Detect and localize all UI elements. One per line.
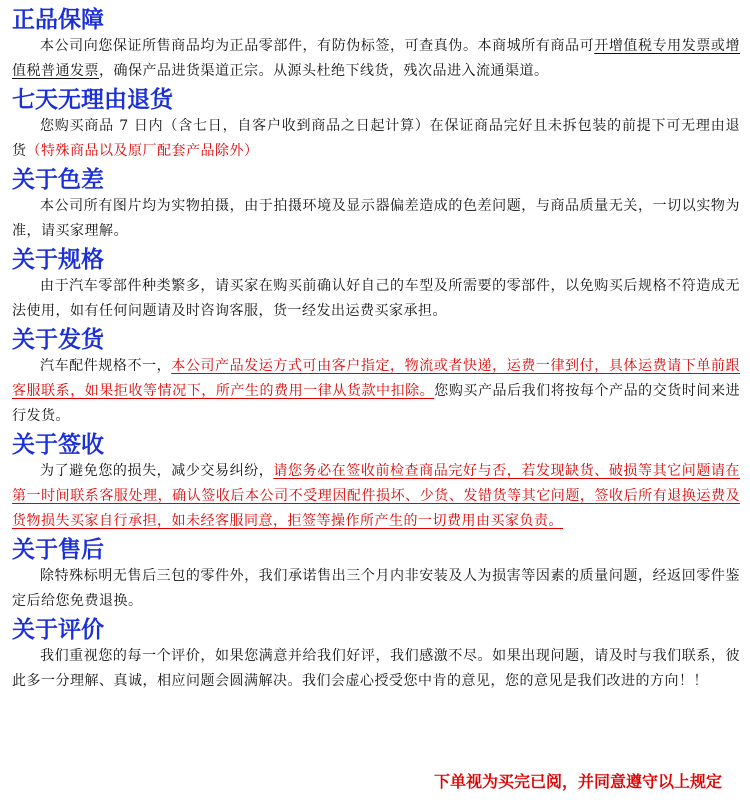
paragraph-text: 本公司所有图片均为实物拍摄，由于拍摄环境及显示器偏差造成的色差问题，与商品质量无关，一切以实物为准，请买家理解。 [12,198,740,239]
section-paragraph [12,459,740,534]
paragraph-text: 您购买产品后我们将按每个产品的交货时间来进行发货。 [12,383,741,424]
section-heading: 关于发货 [12,327,104,353]
paragraph-text: ，确保产品进货渠道正宗。从源头杜绝下线货，残次品进入流通渠道。 [99,63,549,79]
section-seven-day-return [12,86,740,164]
shipping-terms-highlight: 本公司产品发运方式可由客户指定，物流或者快递，运费一律到付，具体运费请下单前跟客服联系，如果拒收等情况下，所产生的费用一律从货款中扣除。 [12,358,740,399]
paragraph-text: 除特殊标明无售后三包的零件外，我们承诺售出三个月内非安装及人为损害等因素的质量问题，经返回零件鉴定后给您免费退换。 [12,568,740,609]
section-color-difference [12,166,740,244]
section-paragraph [12,644,740,694]
section-paragraph [12,194,740,244]
paragraph-text: 本公司向您保证所售商品均为正品零部件，有防伪标签，可查真伪。本商城所有商品可 [40,38,595,54]
section-receipt [12,431,740,534]
section-heading: 正品保障 [12,7,104,33]
receipt-terms-highlight: 请您务必在签收前检查商品完好与否，若发现缺货、破损等其它问题请在第一时间联系客服处理，确认签收后本公司不受理因配件损坏、少货、发错货等其它问题，签收后所有退换运费及货物损失买家自行承担，如未经客服同意，拒签等操作所产生的一切费用由买家负责。 [12,463,741,529]
section-paragraph [12,114,740,164]
paragraph-text: 汽车配件规格不一， [40,358,172,374]
section-paragraph [12,274,740,324]
section-heading: 关于售后 [12,537,104,563]
section-heading: 关于色差 [12,167,104,193]
invoice-note: 开增值税专用发票或增值税普通发票 [12,38,741,79]
section-shipping [12,326,740,429]
exception-note: （特殊商品以及原厂配套产品除外） [26,143,259,159]
section-after-sales [12,536,740,614]
section-specifications [12,246,740,324]
paragraph-text: 我们重视您的每一个评价，如果您满意并给我们好评，我们感激不尽。如果出现问题，请及时与我们联系，彼此多一分理解、真诚，相应问题会圆满解决。我们会虚心授受您中肯的意见，您的意见是我们改进的方向！！ [12,648,740,689]
section-paragraph [12,354,740,429]
footer-agreement-note: 下单视为买完已阅，并同意遵守以上规定 [433,772,722,791]
paragraph-text: 为了避免您的损失，减少交易纠纷， [40,463,274,479]
paragraph-text: 您购买商品 7 日内（含七日，自客户收到商品之日起计算）在保证商品完好且未拆包装的前提下可无理由退货 [12,118,740,159]
section-heading: 关于签收 [12,432,104,458]
section-heading: 关于评价 [12,617,104,643]
section-heading: 七天无理由退货 [12,87,173,113]
section-paragraph [12,564,740,614]
section-heading: 关于规格 [12,247,104,273]
section-paragraph [12,34,740,84]
section-authentic-guarantee [12,6,740,84]
paragraph-text: 由于汽车零部件种类繁多，请买家在购买前确认好自己的车型及所需要的零部件，以免购买后规格不符造成无法使用，如有任何问题请及时咨询客服，货一经发出运费买家承担。 [12,278,740,319]
section-reviews [12,616,740,694]
